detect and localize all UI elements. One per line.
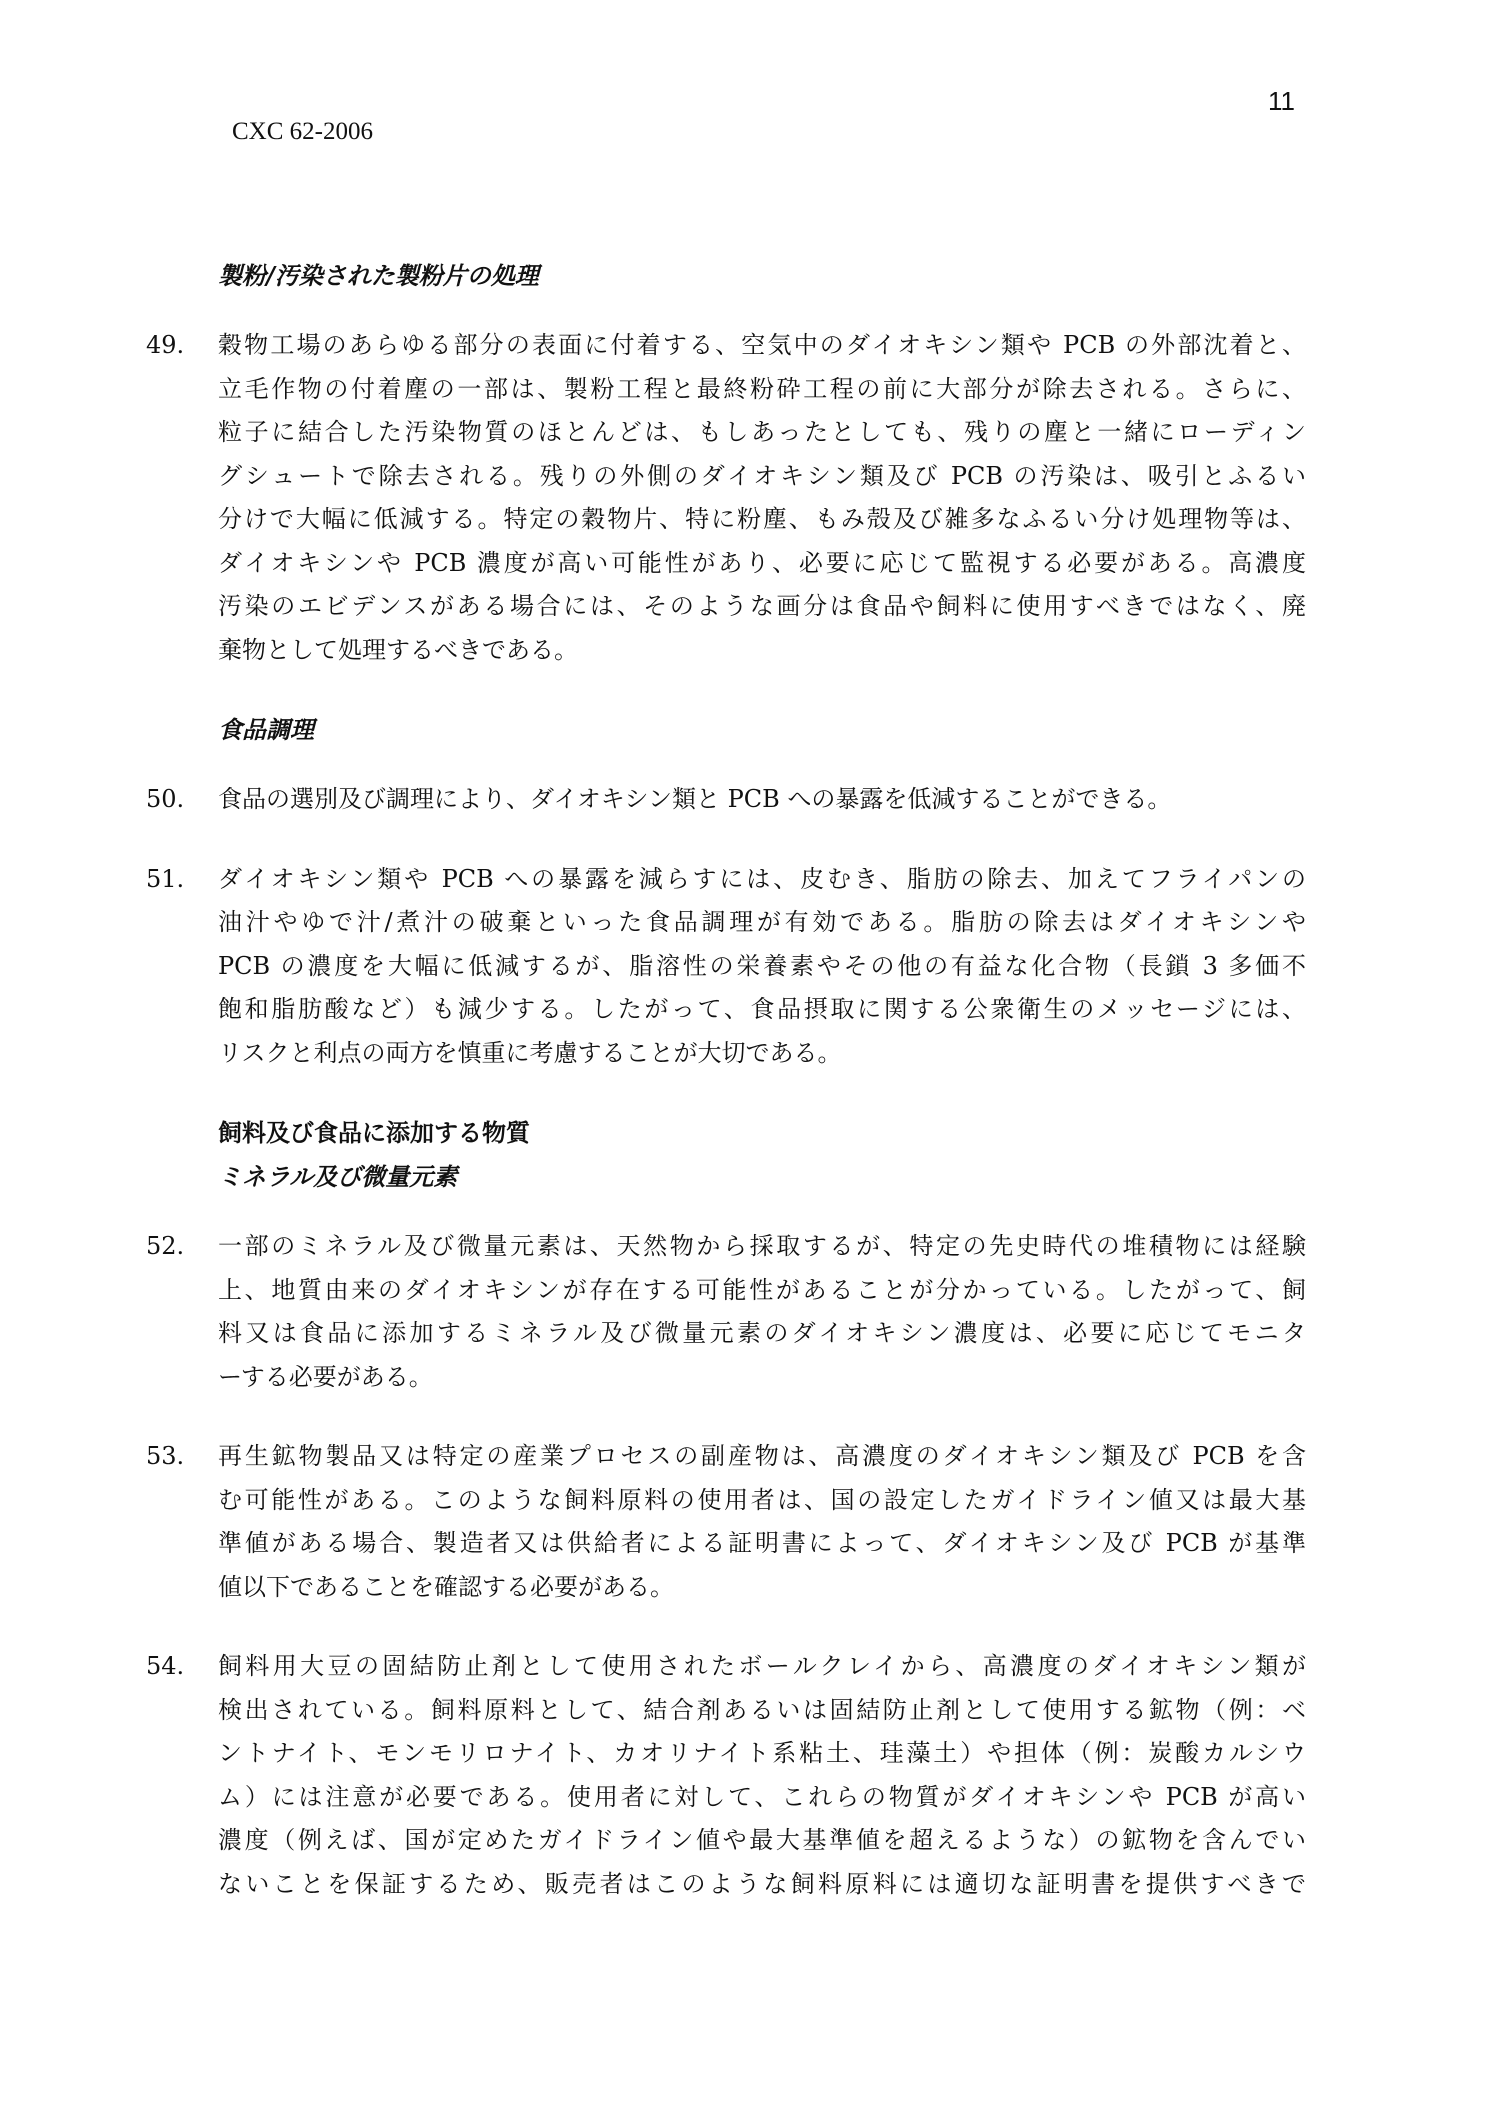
text-line: ントナイト、モンモリロナイト、カオリナイト系粘土、珪藻土）や担体（例：炭酸カルシウ [218,1739,1306,1767]
text-line: 再生鉱物製品又は特定の産業プロセスの副産物は、高濃度のダイオキシン類及び PCB を含 [218,1442,1306,1470]
paragraph-number: 53. [146,1442,185,1470]
paragraph-text [218,1435,1306,1609]
text-line: 値以下であることを確認する必要がある。 [218,1572,674,1601]
text-line: 粒子に結合した汚染物質のほとんどは、もしあったとしても、残りの塵と一緒にローディン [218,418,1306,446]
section-subheading-minerals: ミネラル及び微量元素 [218,1162,458,1191]
paragraph-49 [146,324,1306,672]
text-line: 一部のミネラル及び微量元素は、天然物から採取するが、特定の先史時代の堆積物には経験 [218,1232,1306,1260]
section-heading-additives: 飼料及び食品に添加する物質 [218,1118,530,1147]
paragraph-number: 50. [146,785,185,813]
paragraph-text [218,1225,1306,1399]
text-line: ム）には注意が必要である。使用者に対して、これらの物質がダイオキシンや PCB が高い [218,1782,1306,1811]
paragraph-number: 49. [146,331,185,359]
text-line: む可能性がある。このような飼料原料の使用者は、国の設定したガイドライン値又は最大基 [218,1485,1306,1514]
paragraph-text [218,778,1306,822]
paragraph-51 [146,858,1306,1076]
paragraph-text [218,1645,1306,1906]
page-number: 11 [1268,86,1295,116]
text-line: ーする必要がある。 [218,1362,433,1391]
paragraph-text [218,858,1306,1076]
paragraph-number: 52. [146,1232,185,1260]
text-line: ダイオキシンや PCB 濃度が高い可能性があり、必要に応じて監視する必要がある。高濃度 [218,548,1306,577]
text-line: 油汁やゆで汁/煮汁の破棄といった食品調理が有効である。脂肪の除去はダイオキシンや [218,908,1306,936]
paragraph-53 [146,1435,1306,1609]
text-line: PCB の濃度を大幅に低減するが、脂溶性の栄養素やその他の有益な化合物（長鎖 3 多価不 [218,951,1306,980]
document-body [146,254,1306,1906]
text-line: 立毛作物の付着塵の一部は、製粉工程と最終粉砕工程の前に大部分が除去される。さらに、 [218,374,1306,403]
section-heading-food-preparation: 食品調理 [218,715,314,744]
paragraph-54 [146,1645,1306,1906]
text-line: 準値がある場合、製造者又は供給者による証明書によって、ダイオキシン及び PCB が基準 [218,1529,1306,1557]
text-line: 飼料用大豆の固結防止剤として使用されたボールクレイから、高濃度のダイオキシン類が [218,1652,1306,1680]
paragraph-number: 51. [146,864,185,893]
text-line: 料又は食品に添加するミネラル及び微量元素のダイオキシン濃度は、必要に応じてモニタ [218,1319,1306,1347]
text-line: グシュートで除去される。残りの外側のダイオキシン類及び PCB の汚染は、吸引とふるい [218,461,1306,490]
paragraph-50 [146,778,1306,822]
text-line: リスクと利点の両方を慎重に考慮することが大切である。 [218,1038,842,1067]
text-line: 濃度（例えば、国が定めたガイドライン値や最大基準値を超えるような）の鉱物を含んでい [218,1826,1306,1854]
text-line: ダイオキシン類や PCB への暴露を減らすには、皮むき、脂肪の除去、加えてフライパンの [218,864,1306,893]
paragraph-text [218,324,1306,672]
paragraph-number: 54. [146,1652,185,1680]
text-line: 棄物として処理するべきである。 [218,635,578,664]
paragraph-52 [146,1225,1306,1399]
text-line: 食品の選別及び調理により、ダイオキシン類と PCB への暴露を低減することができる。 [218,785,1172,813]
text-line: ないことを保証するため、販売者はこのような飼料原料には適切な証明書を提供すべきで [218,1869,1306,1898]
text-line: 上、地質由来のダイオキシンが存在する可能性があることが分かっている。したがって、飼 [218,1275,1306,1304]
document-code: CXC 62-2006 [232,118,373,145]
section-heading-milling: 製粉/汚染された製粉片の処理 [218,261,539,290]
text-line: 飽和脂肪酸など）も減少する。したがって、食品摂取に関する公衆衛生のメッセージには、 [218,995,1306,1023]
text-line: 汚染のエビデンスがある場合には、そのような画分は食品や飼料に使用すべきではなく、廃 [218,592,1306,620]
text-line: 穀物工場のあらゆる部分の表面に付着する、空気中のダイオキシン類や PCB の外部沈着と、 [218,331,1306,359]
text-line: 検出されている。飼料原料として、結合剤あるいは固結防止剤として使用する鉱物（例：ベ [218,1695,1306,1724]
text-line: 分けで大幅に低減する。特定の穀物片、特に粉塵、もみ殻及び雑多なふるい分け処理物等は、 [218,505,1306,533]
